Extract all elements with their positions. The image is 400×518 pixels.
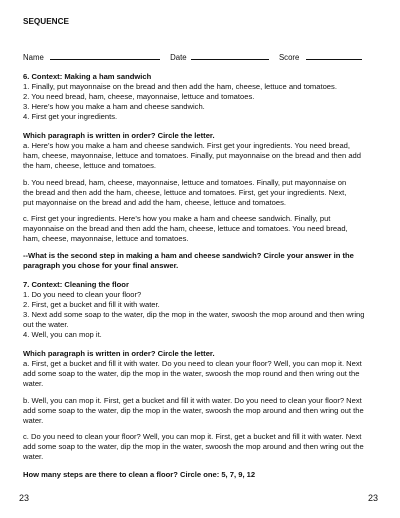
- section7-item: 4. Well, you can mop it.: [23, 330, 102, 339]
- section7-option-b: water.: [23, 416, 44, 425]
- section7-option-c: add some soap to the water, dip the mop in the water, swoosh the mop around and then wring out the: [23, 442, 364, 451]
- score-label: Score: [278, 53, 300, 62]
- date-blank[interactable]: [191, 51, 269, 60]
- section6-option-a: the ham, cheese, lettuce and tomatoes.: [23, 161, 156, 170]
- section7-option-a: water.: [23, 379, 44, 388]
- section7-item: out the water.: [23, 320, 69, 329]
- section6-followup: --What is the second step in making a ham and cheese sandwich? Circle your answer in the: [23, 251, 354, 260]
- section7-option-a: add some soap to the water, dip the mop in the water, swoosh the mop round and then wring out the: [23, 369, 360, 378]
- section6-option-b: put mayonnaise on the bread and add the ham, cheese, lettuce and tomatoes.: [23, 198, 287, 207]
- section6-option-c: ham, cheese, mayonnaise, lettuce and tomatoes.: [23, 234, 189, 243]
- section7-final-question: How many steps are there to clean a floor? Circle one: 5, 7, 9, 12: [23, 470, 256, 479]
- section7-option-b: add some soap to the water, dip the mop in the water, swoosh the mop around and then wring out the: [23, 406, 364, 415]
- section7-option-c: water.: [23, 452, 44, 461]
- section6-item: 4. First get your ingredients.: [23, 112, 118, 121]
- score-blank[interactable]: [306, 51, 362, 60]
- section6-option-b[interactable]: b. You need bread, ham, cheese, mayonnaise, lettuce and tomatoes. Finally, put mayonnaise on: [23, 178, 347, 187]
- section6-option-a: ham, cheese, mayonnaise, lettuce and tomatoes. Finally, put mayonnaise on the bread and then add: [23, 151, 361, 160]
- page-title: SEQUENCE: [23, 17, 69, 26]
- student-info-row: [23, 51, 362, 62]
- name-blank[interactable]: [50, 51, 160, 60]
- section7-item: 2. First, get a bucket and fill it with water.: [23, 300, 160, 309]
- date-label: Date: [170, 53, 187, 62]
- section7-item: 1. Do you need to clean your floor?: [23, 290, 142, 299]
- section6-question: Which paragraph is written in order? Circle the letter.: [23, 131, 215, 140]
- section7-option-a[interactable]: a. First, get a bucket and fill it with water. Do you need to clean your floor? Well, you can mop it. Next: [23, 359, 362, 368]
- section6-option-b: the bread and then add the ham, cheese, lettuce and tomatoes. First, get your ingredients. Next,: [23, 188, 347, 197]
- section7-option-b[interactable]: b. Well, you can mop it. First, get a bucket and fill it with water. Do you need to clean your floor? Next: [23, 396, 362, 405]
- section7-question: Which paragraph is written in order? Circle the letter.: [23, 349, 215, 358]
- page-number-left: 23: [19, 493, 30, 503]
- section6-item: 1. Finally, put mayonnaise on the bread and then add the ham, cheese, lettuce and tomatoes.: [23, 82, 337, 91]
- page-number-right: 23: [368, 493, 379, 503]
- section6-option-c: mayonnaise on the bread and then add the ham, cheese, lettuce and tomatoes. You need bread,: [23, 224, 348, 233]
- name-label: Name: [23, 53, 44, 62]
- section6-item: 2. You need bread, ham, cheese, mayonnaise, lettuce and tomatoes.: [23, 92, 255, 101]
- section6-item: 3. Here’s how you make a ham and cheese sandwich.: [23, 102, 205, 111]
- section6-option-c[interactable]: c. First get your ingredients. Here’s how you make a ham and cheese sandwich. Finally, put: [23, 214, 331, 223]
- section7-option-c[interactable]: c. Do you need to clean your floor? Well, you can mop it. First, get a bucket and fill it with water. Next: [23, 432, 362, 441]
- section6-followup: paragraph you chose for your final answer.: [23, 261, 179, 270]
- section7-context: 7. Context: Cleaning the floor: [23, 280, 129, 289]
- section6-option-a[interactable]: a. Here’s how you make a ham and cheese sandwich. First get your ingredients. You need bread,: [23, 141, 351, 150]
- section7-item: 3. Next add some soap to the water, dip the mop in the water, swoosh the mop around and then wring: [23, 310, 365, 319]
- section6-context: 6. Context: Making a ham sandwich: [23, 72, 152, 81]
